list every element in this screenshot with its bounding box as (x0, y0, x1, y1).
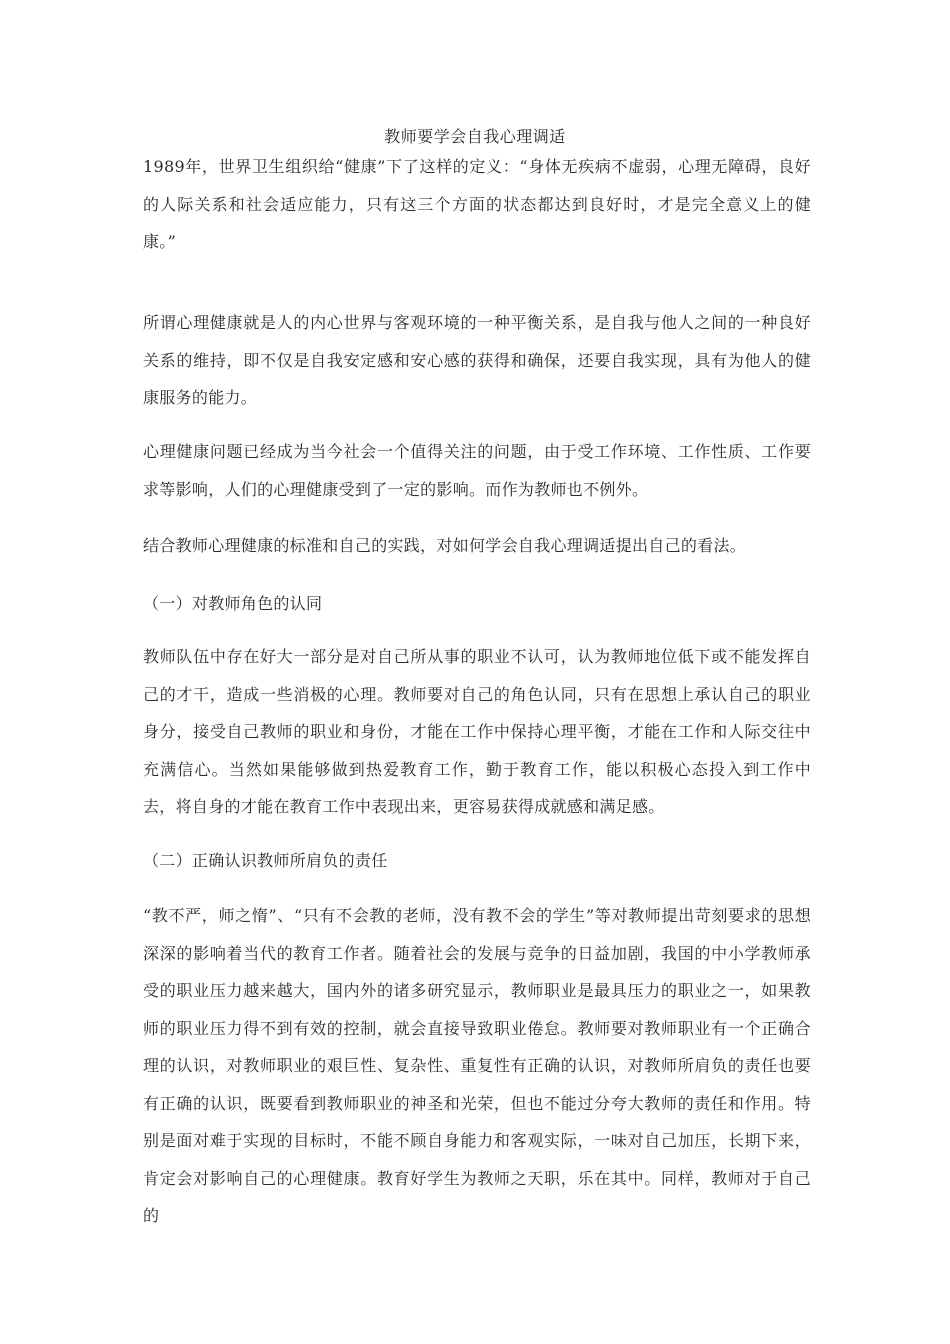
section-heading-responsibility: （二）正确认识教师所肩负的责任 (143, 851, 388, 870)
section-body-role-identity: 教师队伍中存在好大一部分是对自己所从事的职业不认可，认为教师地位低下或不能发挥自己的才干，造成一些消极的心理。教师要对自己的角色认同，只有在思想上承认自己的职业身分，接受自己教师的职业和身份，才能在工作中保持心理平衡，才能在工作和人际交往中充满信心。当然如果能够做到热爱教育工作，勤于教育工作，能以积极心态投入到工作中去，将自身的才能在教育工作中表现出来，更容易获得成就感和满足感。 (143, 647, 811, 816)
paragraph-mental-health-meaning: 所谓心理健康就是人的内心世界与客观环境的一种平衡关系，是自我与他人之间的一种良好关系的维持，即不仅是自我安定感和安心感的获得和确保，还要自我实现，具有为他人的健康服务的能力。 (143, 313, 811, 407)
paragraph-mental-health-issue: 心理健康问题已经成为当今社会一个值得关注的问题，由于受工作环境、工作性质、工作要求等影响，人们的心理健康受到了一定的影响。而作为教师也不例外。 (143, 442, 811, 499)
document-title: 教师要学会自我心理调适 (384, 127, 566, 146)
section-heading-role-identity: （一）对教师角色的认同 (143, 594, 323, 613)
paragraph-health-definition: 1989年，世界卫生组织给“健康”下了这样的定义：“身体无疾病不虚弱，心理无障碍，良好的人际关系和社会适应能力，只有这三个方面的状态都达到良好时，才是完全意义上的健康。” (143, 157, 811, 251)
section-body-responsibility: “教不严，师之惰”、“只有不会教的老师，没有教不会的学生”等对教师提出苛刻要求的思想深深的影响着当代的教育工作者。随着社会的发展与竞争的日益加剧，我国的中小学教师承受的职业压力越来越大，国内外的诸多研究显示，教师职业是最具压力的职业之一，如果教师的职业压力得不到有效的控制，就会直接导致职业倦怠。教师要对教师职业有一个正确合理的认识，对教师职业的艰巨性、复杂性、重复性有正确的认识，对教师所肩负的责任也要有正确的认识，既要看到教师职业的神圣和光荣，但也不能过分夸大教师的责任和作用。特别是面对难于实现的目标时，不能不顾自身能力和客观实际，一味对自己加压，长期下来，肯定会对影响自己的心理健康。教育好学生为教师之天职，乐在其中。同样，教师对于自己的 (143, 906, 811, 1225)
paragraph-intro-views: 结合教师心理健康的标准和自己的实践，对如何学会自我心理调适提出自己的看法。 (143, 536, 747, 555)
